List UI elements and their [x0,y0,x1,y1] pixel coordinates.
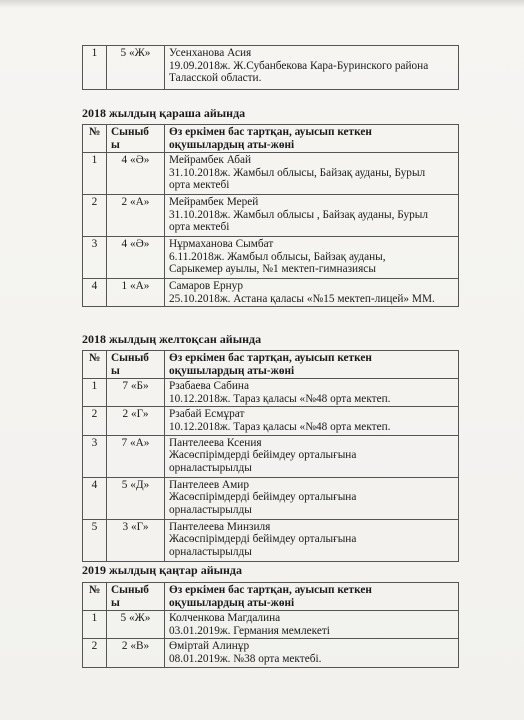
header-class-line: ы [111,364,120,377]
header-class [107,125,165,153]
transfer-info: 10.12.2018ж. Тараз қаласы «№48 орта мектеп. [169,420,391,433]
row-details [165,407,459,435]
row-details [165,435,459,477]
row-details [165,279,459,307]
table-row [83,519,459,561]
header-number: № [83,583,107,611]
table-november [82,124,459,307]
row-number: 1 [83,153,107,195]
table-row [83,639,459,667]
row-details [165,46,459,90]
row-class: 5 «Ж» [107,46,165,90]
section-heading-november: 2018 жылдың қараша айында [82,106,246,120]
header-number: № [83,351,107,379]
student-name: Колченкова Магдалина [169,612,281,625]
transfer-info: орта мектебі [169,221,230,234]
transfer-info: Таласской области. [169,72,262,85]
row-class: 2 «В» [107,639,165,667]
student-name: Рзабаева Сабина [169,380,249,393]
transfer-info: Жасөспірімдерді бейімдеу орталығына [169,449,357,462]
table-december [82,350,459,562]
student-name: Пантелеева Минзиля [169,520,271,533]
transfer-info: 19.09.2018ж. Ж.Субанбекова Кара-Буринского района [169,59,429,72]
row-class: 4 «Ә» [107,237,165,279]
header-names-line: Өз еркімен бас тартқан, ауысып кеткен [169,126,372,138]
header-names-line: Өз еркімен бас тартқан, ауысып кеткен [169,584,372,596]
transfer-info: орналастырылды [169,461,252,474]
header-number: № [83,125,107,153]
transfer-info: орта мектебі [169,179,230,192]
table-row [83,195,459,237]
header-names [165,351,459,379]
student-name: Мейрамбек Абай [169,154,252,167]
table-row [83,153,459,195]
header-names-line: оқушылардың аты-жөні [169,138,295,151]
header-class-line: ы [111,138,120,151]
row-number: 4 [83,477,107,519]
row-number: 4 [83,279,107,307]
transfer-info: орналастырылды [169,503,252,516]
student-name: Усенханова Асия [169,47,252,59]
row-class: 2 «А» [107,195,165,237]
header-class-line: Сыныб [111,584,149,596]
header-class-line: ы [111,596,120,609]
table-header-row [83,125,459,153]
header-class [107,351,165,379]
header-names [165,583,459,611]
transfer-info: 31.10.2018ж. Жамбыл облысы, Байзақ ауданы, Бурыл [169,166,426,179]
row-class: 1 «А» [107,279,165,307]
transfer-info: 03.01.2019ж. Германия мемлекеті [169,624,330,637]
table-previous [82,45,459,90]
transfer-info: Жасөспірімдерді бейімдеу орталығына [169,491,357,504]
table-header-row [83,583,459,611]
row-number: 1 [83,379,107,407]
row-number: 2 [83,407,107,435]
transfer-info: Сарыкемер ауылы, №1 мектеп-гимназиясы [169,263,376,276]
transfer-info: 10.12.2018ж. Тараз қаласы «№48 орта мектеп. [169,392,391,405]
header-names-line: Өз еркімен бас тартқан, ауысып кеткен [169,352,372,364]
student-name: Самаров Ернур [169,280,243,293]
row-details [165,153,459,195]
row-details [165,379,459,407]
transfer-info: орналастырылды [169,545,252,558]
table-row [83,46,459,90]
transfer-info: Жасөспірімдерді бейімдеу орталығына [169,533,357,546]
row-number: 3 [83,435,107,477]
row-details [165,237,459,279]
row-details [165,195,459,237]
row-number: 3 [83,237,107,279]
row-number: 1 [83,46,107,90]
row-class: 4 «Ә» [107,153,165,195]
section-heading-december: 2018 жылдың желтоқсан айында [82,332,262,346]
row-class: 2 «Г» [107,407,165,435]
student-name: Өміртай Алинұр [169,640,250,653]
section-heading-january: 2019 жылдың қаңтар айында [82,563,242,577]
header-class [107,583,165,611]
table-row [83,279,459,307]
transfer-info: 08.01.2019ж. №38 орта мектебі. [169,652,322,665]
student-name: Нұрмаханова Сымбат [169,238,274,251]
header-names [165,125,459,153]
transfer-info: 25.10.2018ж. Астана қаласы «№15 мектеп-лицей» ММ. [169,292,435,305]
transfer-info: 31.10.2018ж. Жамбыл облысы , Байзақ ауданы, Бурыл [169,208,429,221]
header-class-line: Сыныб [111,352,149,364]
student-name: Рзабай Есмұрат [169,408,245,421]
header-names-line: оқушылардың аты-жөні [169,596,295,609]
header-names-line: оқушылардың аты-жөні [169,364,295,377]
header-class-line: Сыныб [111,126,149,138]
student-name: Пантелеева Ксения [169,436,262,449]
student-name: Мейрамбек Мерей [169,196,259,209]
row-class: 3 «Г» [107,519,165,561]
table-row [83,237,459,279]
table-row [83,477,459,519]
student-name: Пантелеев Амир [169,478,249,491]
row-details [165,519,459,561]
table-header-row [83,351,459,379]
row-number: 1 [83,611,107,639]
row-details [165,639,459,667]
row-class: 5 «Д» [107,477,165,519]
table-january [82,582,459,668]
table-row [83,435,459,477]
row-class: 5 «Ж» [107,611,165,639]
row-class: 7 «Б» [107,379,165,407]
table-row [83,407,459,435]
table-row [83,611,459,639]
table-row [83,379,459,407]
scan-shadow [0,0,524,8]
row-number: 5 [83,519,107,561]
transfer-info: 6.11.2018ж. Жамбыл облысы, Байзақ ауданы, [169,250,386,263]
row-details [165,611,459,639]
row-number: 2 [83,195,107,237]
row-details [165,477,459,519]
row-number: 2 [83,639,107,667]
row-class: 7 «А» [107,435,165,477]
